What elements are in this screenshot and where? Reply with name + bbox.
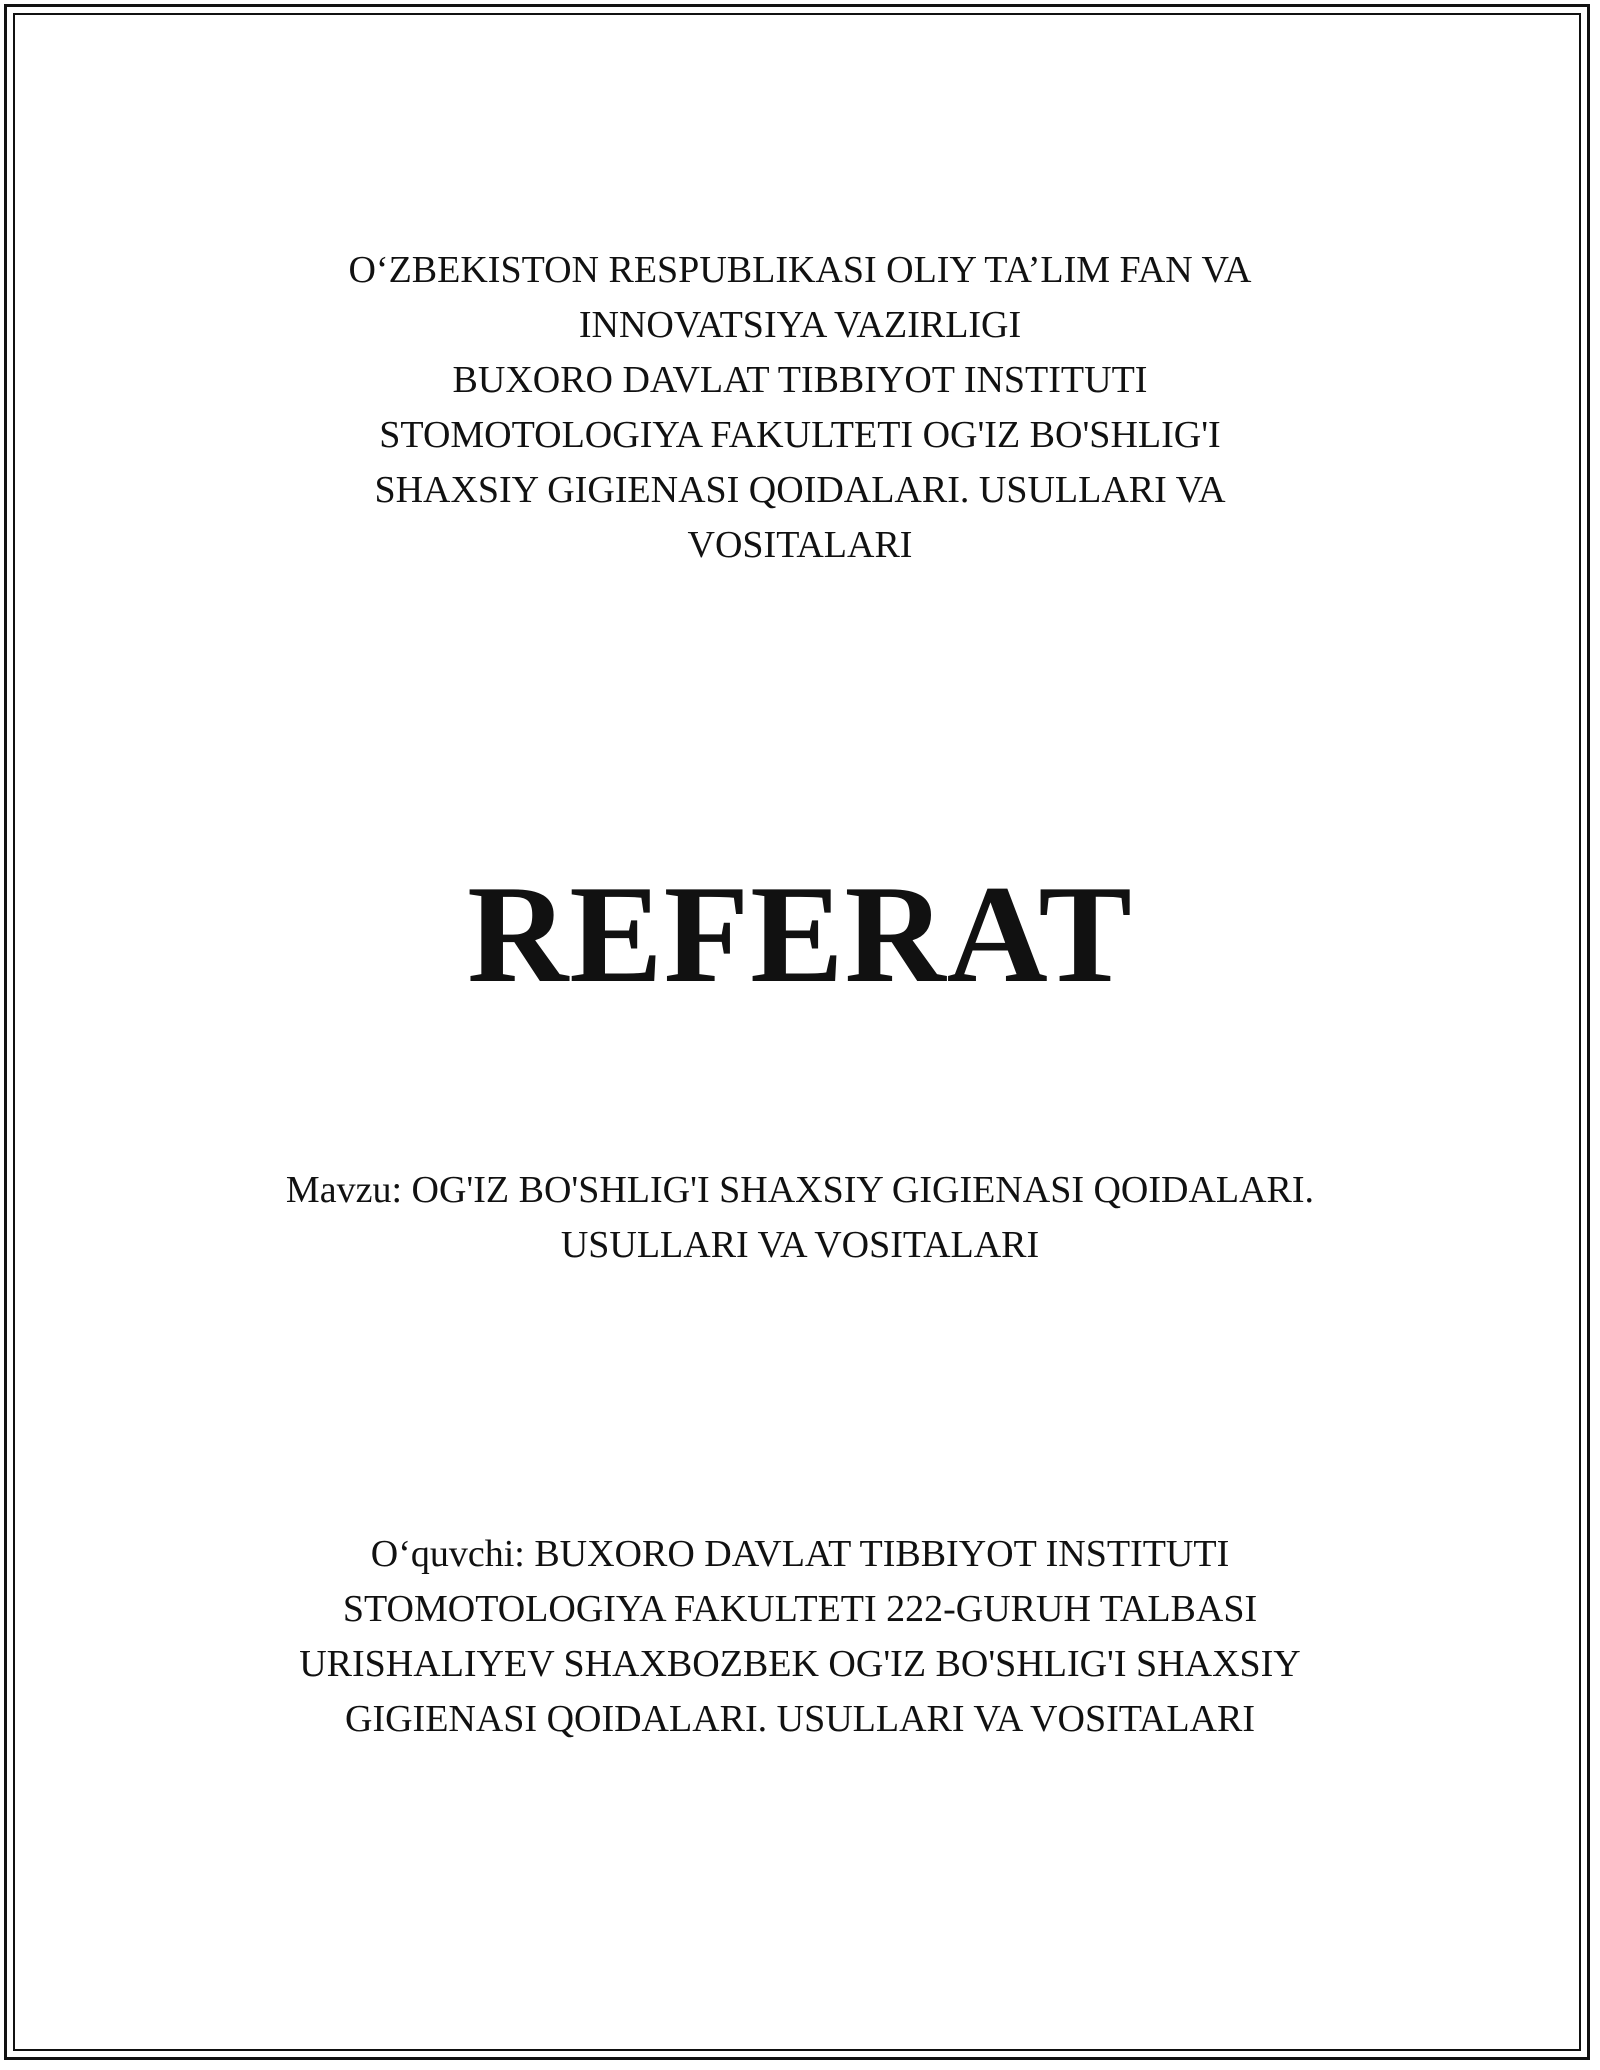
student-line: URISHALIYEV SHAXBOZBEK OG'IZ BO'SHLIG'I SHAXSIY <box>299 1643 1301 1685</box>
header-line: O‘ZBEKISTON RESPUBLIKASI OLIY TA’LIM FAN VA <box>348 249 1252 291</box>
header-line: VOSITALARI <box>687 524 913 566</box>
title-block <box>200 855 1400 1015</box>
student-block <box>200 1527 1400 1747</box>
student-line: STOMOTOLOGIYA FAKULTETI 222-GURUH TALBASI <box>342 1588 1258 1630</box>
topic-block <box>200 1163 1400 1273</box>
header-line: STOMOTOLOGIYA FAKULTETI OG'IZ BO'SHLIG'I <box>379 414 1221 456</box>
header-line: SHAXSIY GIGIENASI QOIDALARI. USULLARI VA <box>374 469 1226 511</box>
topic-line: Mavzu: OG'IZ BO'SHLIG'I SHAXSIY GIGIENASI QOIDALARI. <box>285 1169 1315 1211</box>
student-line: GIGIENASI QOIDALARI. USULLARI VA VOSITALARI <box>345 1698 1255 1740</box>
header-line: BUXORO DAVLAT TIBBIYOT INSTITUTI <box>452 359 1148 401</box>
ministry-header <box>200 243 1400 573</box>
header-line: INNOVATSIYA VAZIRLIGI <box>578 304 1022 346</box>
document-title: REFERAT <box>467 857 1133 1012</box>
topic-line: USULLARI VA VOSITALARI <box>560 1224 1040 1266</box>
student-line: O‘quvchi: BUXORO DAVLAT TIBBIYOT INSTITUTI <box>370 1533 1230 1575</box>
